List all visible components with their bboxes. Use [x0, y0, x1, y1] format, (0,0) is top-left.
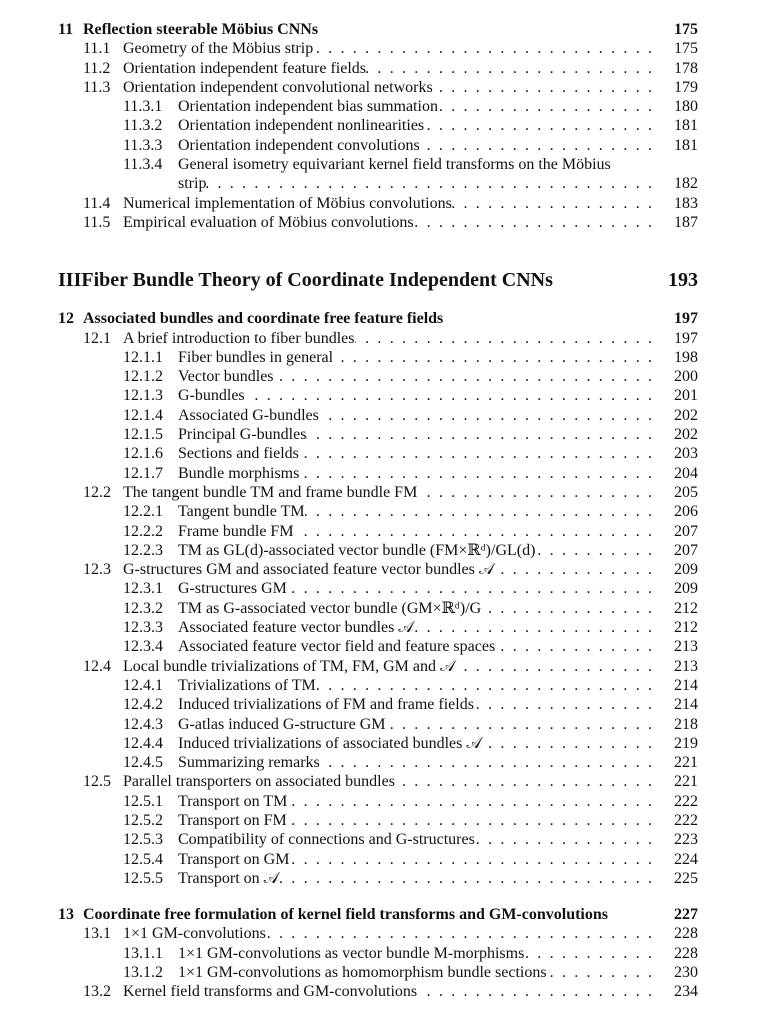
section-title: Associated G-bundles — [178, 406, 319, 424]
toc-entry[interactable] — [58, 579, 698, 598]
section-title: G-structures GM — [178, 580, 287, 598]
page-number: 224 — [674, 850, 698, 868]
dot-leader — [395, 772, 658, 791]
section-title: Associated bundles and coordinate free feature fields — [83, 310, 444, 328]
page-number: 221 — [674, 773, 698, 791]
section-title: 1×1 GM-convolutions — [123, 925, 266, 943]
toc-entry[interactable] — [58, 599, 698, 618]
page-number: 214 — [674, 696, 698, 714]
section-title: Principal G-bundles — [178, 426, 307, 444]
dot-leader — [305, 502, 658, 521]
section-title: Fiber Bundle Theory of Coordinate Independent CNNs — [81, 269, 553, 292]
section-title: TM as G-associated vector bundle (GM×ℝᵈ)/G — [178, 599, 482, 617]
dot-leader — [452, 194, 658, 213]
section-title: Transport on FM — [178, 811, 287, 829]
toc-entry[interactable] — [58, 97, 698, 116]
section-number: 12.3.3 — [123, 619, 163, 637]
dot-leader — [299, 464, 658, 483]
page-number: 206 — [674, 503, 698, 521]
section-number: 12.5.2 — [123, 811, 163, 829]
page-number: 213 — [674, 657, 698, 675]
dot-leader — [289, 850, 658, 869]
section-title: G-structures GM and associated feature vector bundles 𝒜 — [123, 561, 495, 579]
section-number: 12.1.6 — [123, 445, 163, 463]
section-title: Trivializations of TM — [178, 676, 316, 694]
toc-entry[interactable] — [58, 560, 698, 579]
toc-entry[interactable] — [58, 348, 698, 367]
toc-entry[interactable] — [58, 850, 698, 869]
toc-entry[interactable] — [58, 483, 698, 502]
dot-leader — [494, 560, 658, 579]
section-title: G-bundles — [178, 387, 245, 405]
toc-entry[interactable] — [58, 425, 698, 444]
section-title: Kernel field transforms and GM-convolutions — [123, 983, 418, 1001]
section-number: 12.3.1 — [123, 580, 163, 598]
toc-chapter[interactable] — [58, 905, 698, 924]
page-number: 212 — [674, 619, 698, 637]
page-number: 218 — [674, 715, 698, 733]
dot-leader — [306, 425, 658, 444]
page-number: 202 — [674, 406, 698, 424]
dot-leader — [474, 695, 658, 714]
section-number: 12.3.4 — [123, 638, 163, 656]
dot-leader — [417, 483, 658, 502]
dot-leader — [320, 753, 658, 772]
dot-leader — [287, 811, 658, 830]
toc-entry[interactable] — [58, 213, 698, 232]
page-number: 222 — [674, 792, 698, 810]
toc-entry[interactable] — [58, 963, 698, 982]
page-number: 209 — [674, 580, 698, 598]
section-title: Tangent bundle TM — [178, 503, 305, 521]
section-number: 12.1.4 — [123, 406, 163, 424]
section-number: 13.2 — [83, 983, 111, 1001]
dot-leader — [495, 637, 658, 656]
page-number: 201 — [674, 387, 698, 405]
section-number: 11.3.2 — [123, 117, 163, 135]
section-title: Parallel transporters on associated bundles — [123, 773, 395, 791]
dot-leader — [287, 579, 658, 598]
section-number: 12.1 — [83, 329, 111, 347]
section-title: Sections and fields — [178, 445, 299, 463]
section-number: 11 — [58, 21, 74, 38]
page-number: 212 — [674, 599, 698, 617]
page-number: 200 — [674, 368, 698, 386]
section-number: 12.2.1 — [123, 503, 163, 521]
toc-entry[interactable] — [58, 464, 698, 483]
page-number: 182 — [674, 175, 698, 193]
dot-leader — [287, 792, 658, 811]
section-number: 11.2 — [83, 59, 111, 77]
page-number: 187 — [674, 213, 698, 231]
page-number: 202 — [674, 426, 698, 444]
page-number: 205 — [674, 483, 698, 501]
section-title: 1×1 GM-convolutions as homomorphism bundle sections — [178, 964, 547, 982]
dot-leader — [547, 963, 658, 982]
section-title: Coordinate free formulation of kernel field transforms and GM-convolutions — [83, 906, 608, 924]
section-number: 12.3 — [83, 561, 111, 579]
page-number: 221 — [674, 754, 698, 772]
section-title: Associated feature vector field and feature spaces — [178, 638, 496, 656]
section-number: 11.4 — [83, 194, 111, 212]
page-number: 181 — [674, 136, 698, 154]
dot-leader — [424, 116, 658, 135]
page-number: 222 — [674, 811, 698, 829]
toc-entry[interactable] — [58, 367, 698, 386]
dot-leader — [279, 869, 658, 888]
page-number: 209 — [674, 561, 698, 579]
section-number: 12.5.1 — [123, 792, 163, 810]
section-number: 12.2.3 — [123, 541, 163, 559]
page-number: 213 — [674, 638, 698, 656]
page-number: 198 — [674, 348, 698, 366]
section-number: 13 — [58, 906, 74, 924]
dot-leader — [417, 982, 658, 1001]
section-number: 12.1.2 — [123, 368, 163, 386]
toc-entry[interactable] — [58, 386, 698, 405]
toc-entry[interactable] — [58, 676, 698, 695]
dot-leader — [482, 734, 659, 753]
page-number: 197 — [674, 310, 698, 328]
dot-leader — [206, 174, 658, 193]
toc-entry[interactable] — [58, 944, 698, 963]
page-number: 223 — [674, 831, 698, 849]
page-number: 234 — [674, 983, 698, 1001]
section-number: 11.3 — [83, 78, 111, 96]
page-number: 219 — [674, 734, 698, 752]
toc-chapter[interactable] — [58, 20, 698, 39]
section-title: 1×1 GM-convolutions as vector bundle M-morphisms — [178, 944, 525, 962]
toc-entry[interactable] — [58, 637, 698, 656]
toc-entry[interactable] — [58, 522, 698, 541]
dot-leader — [524, 944, 658, 963]
section-number: 12.4 — [83, 657, 111, 675]
toc-entry[interactable] — [58, 39, 698, 58]
table-of-contents — [58, 20, 698, 1002]
section-title: TM as GL(d)-associated vector bundle (FM×ℝᵈ)/GL(d) — [178, 541, 536, 559]
section-title: The tangent bundle TM and frame bundle FM — [123, 483, 418, 501]
page-number: 175 — [674, 40, 698, 58]
page-number: 225 — [674, 869, 698, 887]
section-title: Induced trivializations of associated bundles 𝒜 — [178, 734, 482, 752]
toc-entry[interactable] — [58, 830, 698, 849]
section-number: 12.4.1 — [123, 676, 163, 694]
section-number: 12.5.3 — [123, 831, 163, 849]
section-title: Local bundle trivializations of TM, FM, GM and 𝒜 — [123, 657, 456, 675]
dot-leader — [433, 78, 658, 97]
dot-leader — [420, 136, 658, 155]
toc-entry[interactable] — [58, 59, 698, 78]
dot-leader — [316, 676, 658, 695]
section-number: 12.1.3 — [123, 387, 163, 405]
dot-leader — [481, 599, 658, 618]
toc-chapter[interactable] — [58, 309, 698, 328]
section-title: Transport on GM — [178, 850, 290, 868]
section-number: 11.3.4 — [123, 156, 163, 174]
section-number: 12.2 — [83, 483, 111, 501]
section-title: A brief introduction to fiber bundles — [123, 329, 355, 347]
section-number: 12.4.2 — [123, 696, 163, 714]
toc-entry[interactable] — [58, 78, 698, 97]
section-number: 12.4.3 — [123, 715, 163, 733]
toc-part[interactable] — [58, 268, 698, 292]
page-number: 207 — [674, 541, 698, 559]
section-number: 12.5.5 — [123, 869, 163, 887]
dot-leader — [245, 386, 658, 405]
page-number: 228 — [674, 944, 698, 962]
toc-entry[interactable] — [58, 753, 698, 772]
page-number: 204 — [674, 464, 698, 482]
toc-entry[interactable] — [58, 982, 698, 1001]
section-title: Fiber bundles in general — [178, 348, 334, 366]
section-number: 13.1 — [83, 925, 111, 943]
dot-leader — [535, 541, 658, 560]
toc-entry[interactable] — [58, 734, 698, 753]
page-number: 214 — [674, 676, 698, 694]
section-number: III — [58, 269, 82, 292]
section-title: Compatibility of connections and G-structures — [178, 831, 475, 849]
toc-entry[interactable] — [58, 541, 698, 560]
dot-leader — [414, 213, 658, 232]
section-title: General isometry equivariant kernel field transforms on the Möbius — [178, 156, 611, 174]
page-number: 230 — [674, 964, 698, 982]
section-title: Reflection steerable Möbius CNNs — [83, 21, 319, 38]
toc-entry[interactable] — [58, 444, 698, 463]
section-number: 12 — [58, 310, 74, 328]
page-number: 181 — [674, 117, 698, 135]
dot-leader — [475, 830, 658, 849]
toc-entry[interactable] — [58, 194, 698, 213]
dot-leader — [455, 657, 658, 676]
page-number: 203 — [674, 445, 698, 463]
dot-leader — [266, 924, 658, 943]
section-title: Summarizing remarks — [178, 754, 320, 772]
section-number: 11.1 — [83, 40, 111, 58]
section-title: G-atlas induced G-structure GM — [178, 715, 386, 733]
section-title: Empirical evaluation of Möbius convolutions — [123, 213, 414, 231]
section-title: Orientation independent bias summation — [178, 98, 438, 116]
section-title: Orientation independent convolutional networks — [123, 78, 433, 96]
section-number: 12.5 — [83, 773, 111, 791]
section-number: 12.3.2 — [123, 599, 163, 617]
section-number: 12.1.5 — [123, 426, 163, 444]
section-title: Bundle morphisms — [178, 464, 300, 482]
section-number: 12.1.7 — [123, 464, 163, 482]
section-title: Associated feature vector bundles 𝒜 — [178, 619, 414, 637]
toc-entry[interactable] — [58, 116, 698, 135]
page-number: 180 — [674, 98, 698, 116]
toc-entry[interactable] — [58, 657, 698, 676]
section-number: 12.4.5 — [123, 754, 163, 772]
page-number: 175 — [674, 21, 698, 38]
section-title: Orientation independent convolutions — [178, 136, 420, 154]
page-number: 207 — [674, 522, 698, 540]
dot-leader — [438, 97, 658, 116]
section-number: 13.1.2 — [123, 964, 163, 982]
section-number: 12.5.4 — [123, 850, 163, 868]
section-number: 13.1.1 — [123, 944, 163, 962]
dot-leader — [313, 39, 658, 58]
section-number: 12.1.1 — [123, 348, 163, 366]
dot-leader — [274, 367, 658, 386]
section-number: 12.2.2 — [123, 522, 163, 540]
dot-leader — [414, 618, 659, 637]
toc-entry[interactable] — [58, 618, 698, 637]
section-number: 11.3.1 — [123, 98, 163, 116]
toc-entry[interactable] — [58, 502, 698, 521]
dot-leader — [366, 59, 658, 78]
toc-entry[interactable] — [58, 715, 698, 734]
dot-leader — [299, 444, 658, 463]
dot-leader — [319, 406, 658, 425]
page-number: 228 — [674, 925, 698, 943]
toc-entry[interactable] — [58, 869, 698, 888]
section-title: Frame bundle FM — [178, 522, 294, 540]
dot-leader — [355, 329, 658, 348]
section-title: Transport on 𝒜 — [178, 869, 279, 887]
page-number: 193 — [668, 269, 698, 292]
toc-entry[interactable] — [58, 155, 698, 174]
dot-leader — [333, 348, 658, 367]
toc-entry[interactable] — [58, 811, 698, 830]
dot-leader — [386, 715, 659, 734]
page-number: 183 — [674, 194, 698, 212]
toc-entry[interactable] — [58, 772, 698, 791]
page-number: 178 — [674, 59, 698, 77]
toc-entry[interactable] — [58, 792, 698, 811]
section-title-continuation: strip — [178, 175, 207, 193]
section-title: Numerical implementation of Möbius convolutions — [123, 194, 452, 212]
section-title: Induced trivializations of FM and frame fields — [178, 696, 474, 714]
dot-leader — [294, 522, 658, 541]
section-number: 11.5 — [83, 213, 111, 231]
page-number: 227 — [674, 906, 698, 924]
toc-entry[interactable] — [58, 406, 698, 425]
toc-entry-continuation[interactable] — [58, 174, 698, 193]
section-title: Transport on TM — [178, 792, 288, 810]
section-title: Orientation independent nonlinearities — [178, 117, 425, 135]
page-number: 179 — [674, 78, 698, 96]
toc-entry[interactable] — [58, 695, 698, 714]
toc-entry[interactable] — [58, 924, 698, 943]
page-number: 197 — [674, 329, 698, 347]
section-number: 12.4.4 — [123, 734, 163, 752]
section-title: Vector bundles — [178, 368, 274, 386]
section-number: 11.3.3 — [123, 136, 163, 154]
toc-entry[interactable] — [58, 136, 698, 155]
section-title: Geometry of the Möbius strip — [123, 40, 314, 58]
section-title: Orientation independent feature fields — [123, 59, 367, 77]
toc-entry[interactable] — [58, 329, 698, 348]
